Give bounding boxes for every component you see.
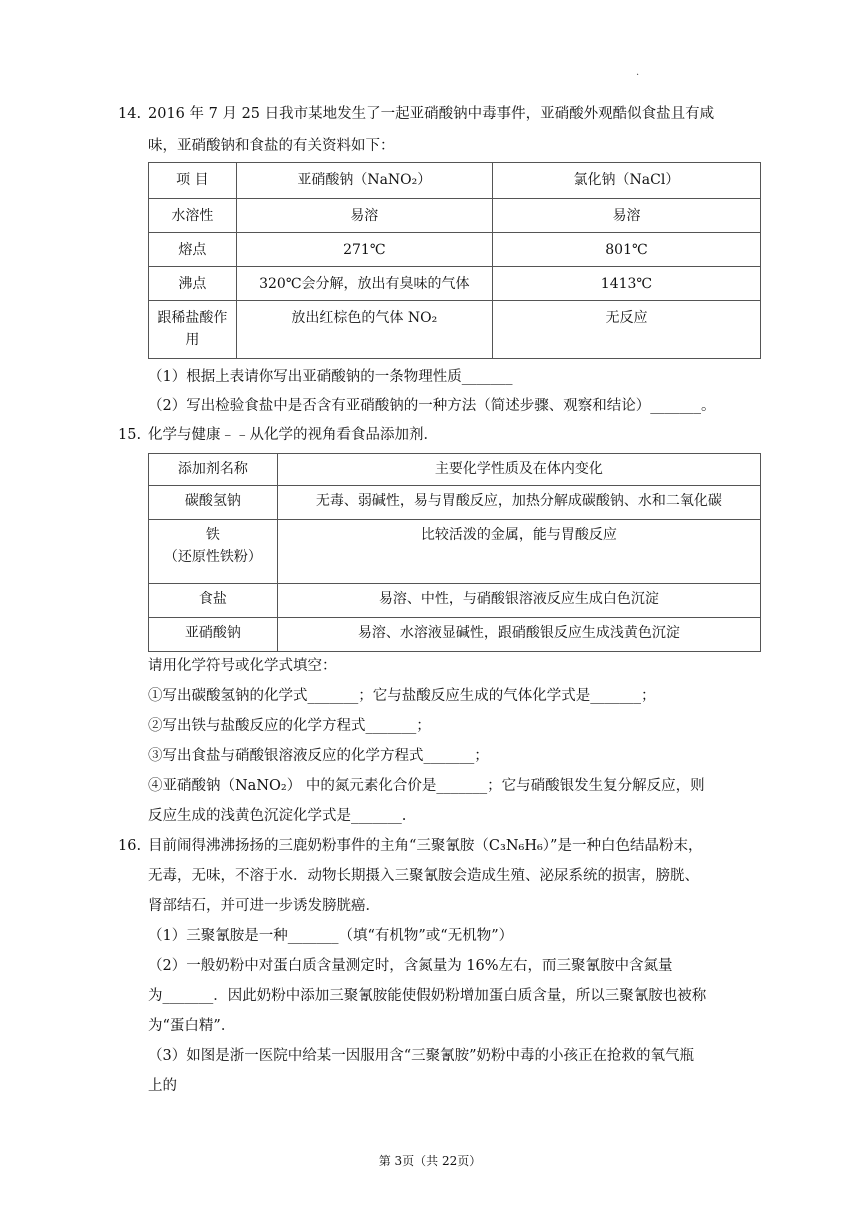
q14-line1 — [118, 104, 743, 124]
q15-line1 — [118, 425, 743, 445]
table-header: 亚硝酸钠（NaNO₂） — [236, 163, 492, 199]
q16-text: 目前闹得沸沸扬扬的三鹿奶粉事件的主角“三聚氰胺（C₃N₆H₆）”是一种白色结晶粉末， — [148, 838, 703, 854]
table-row — [149, 618, 761, 652]
table-cell: 碳酸氢钠 — [149, 486, 278, 520]
q16-text: 无毒，无味，不溶于水．动物长期摄入三聚氰胺会造成生殖、泌尿系统的损害，膀胱、 — [148, 868, 699, 884]
table-cell: 320℃会分解，放出有臭味的气体 — [236, 267, 492, 301]
table-row — [149, 454, 761, 486]
q16-text: 上的 — [148, 1078, 177, 1094]
q15-item: 反应生成的浅黄色沉淀化学式是_______. — [148, 808, 407, 824]
table-cell: 铁 （还原性铁粉） — [149, 520, 278, 584]
q15-text1: 化学与健康﹣﹣从化学的视角看食品添加剂． — [148, 427, 438, 443]
table-cell: 易溶、水溶液显碱性，跟硝酸银反应生成浅黄色沉淀 — [277, 618, 760, 652]
table-cell: 食盐 — [149, 584, 278, 618]
table-cell: 无毒、弱碱性，易与胃酸反应，加热分解成碳酸钠、水和二氧化碳 — [277, 486, 760, 520]
q14-line2: 味，亚硝酸钠和食盐的有关资料如下： — [148, 138, 395, 154]
table-row — [149, 163, 761, 199]
table-cell: 跟稀盐酸作用 — [149, 301, 237, 359]
table-row — [149, 301, 761, 359]
table-cell: 水溶性 — [149, 199, 237, 233]
table-header: 主要化学性质及在体内变化 — [277, 454, 760, 486]
q16-number: 16. — [118, 838, 142, 854]
q16-text: 为“蛋白精”． — [148, 1018, 236, 1034]
table-cell: 熔点 — [149, 233, 237, 267]
q15-item: ④亚硝酸钠（NaNO₂） 中的氮元素化合价是_______；它与硝酸银发生复分解反应，则 — [148, 778, 705, 794]
table-row — [149, 584, 761, 618]
table-row — [149, 520, 761, 584]
table-row — [149, 199, 761, 233]
q15-item: ③写出食盐与硝酸银溶液反应的化学方程式_______； — [148, 748, 489, 764]
q15-item: ①写出碳酸氢钠的化学式_______；它与盐酸反应生成的气体化学式是_______； — [148, 688, 656, 704]
q14-number: 14. — [118, 106, 142, 122]
table-cell: 801℃ — [492, 233, 760, 267]
table-cell: 亚硝酸钠 — [149, 618, 278, 652]
table-row — [149, 267, 761, 301]
table-cell: 易溶 — [492, 199, 760, 233]
q14-sub2: （2）写出检验食盐中是否含有亚硝酸钠的一种方法（简述步骤、观察和结论）_______。 — [148, 398, 716, 414]
q14-text1: 2016 年 7 月 25 日我市某地发生了一起亚硝酸钠中毒事件，亚硝酸外观酷似食盐且有咸 — [148, 106, 715, 122]
table-cell: 易溶 — [236, 199, 492, 233]
page-footer: 第 3页（共 22页） — [378, 1154, 482, 1168]
q16-text: 肾部结石，并可进一步诱发膀胱癌． — [148, 898, 380, 914]
table-cell: 271℃ — [236, 233, 492, 267]
table-cell: 无反应 — [492, 301, 760, 359]
table-header: 氯化钠（NaCl） — [492, 163, 760, 199]
q16-sub: （1）三聚氰胺是一种_______（填“有机物”或“无机物”） — [148, 928, 514, 944]
table-cell: 比较活泼的金属，能与胃酸反应 — [277, 520, 760, 584]
table-cell: 沸点 — [149, 267, 237, 301]
page-mark: · — [636, 70, 640, 81]
q16-sub: （2）一般奶粉中对蛋白质含量测定时，含氮量为 16%左右，而三聚氰胺中含氮量 — [148, 958, 673, 974]
table-header: 项 目 — [149, 163, 237, 199]
table-cell: 易溶、中性，与硝酸银溶液反应生成白色沉淀 — [277, 584, 760, 618]
q16-line1 — [118, 836, 743, 856]
q14-sub1: （1）根据上表请你写出亚硝酸钠的一条物理性质_______ — [148, 369, 513, 385]
table-row — [149, 233, 761, 267]
table-row — [149, 486, 761, 520]
q16-text: 为_______．因此奶粉中添加三聚氰胺能使假奶粉增加蛋白质含量，所以三聚氰胺也被称 — [148, 988, 707, 1004]
q15-table — [148, 453, 761, 652]
table-cell: 放出红棕色的气体 NO₂ — [236, 301, 492, 359]
table-cell: 1413℃ — [492, 267, 760, 301]
q15-item: ②写出铁与盐酸反应的化学方程式_______； — [148, 718, 431, 734]
q14-table — [148, 162, 761, 359]
q16-sub: （3）如图是浙一医院中给某一因服用含“三聚氰胺”奶粉中毒的小孩正在抢救的氧气瓶 — [148, 1048, 695, 1064]
q15-intro: 请用化学符号或化学式填空： — [148, 658, 337, 674]
table-header: 添加剂名称 — [149, 454, 278, 486]
q15-number: 15. — [118, 427, 142, 443]
